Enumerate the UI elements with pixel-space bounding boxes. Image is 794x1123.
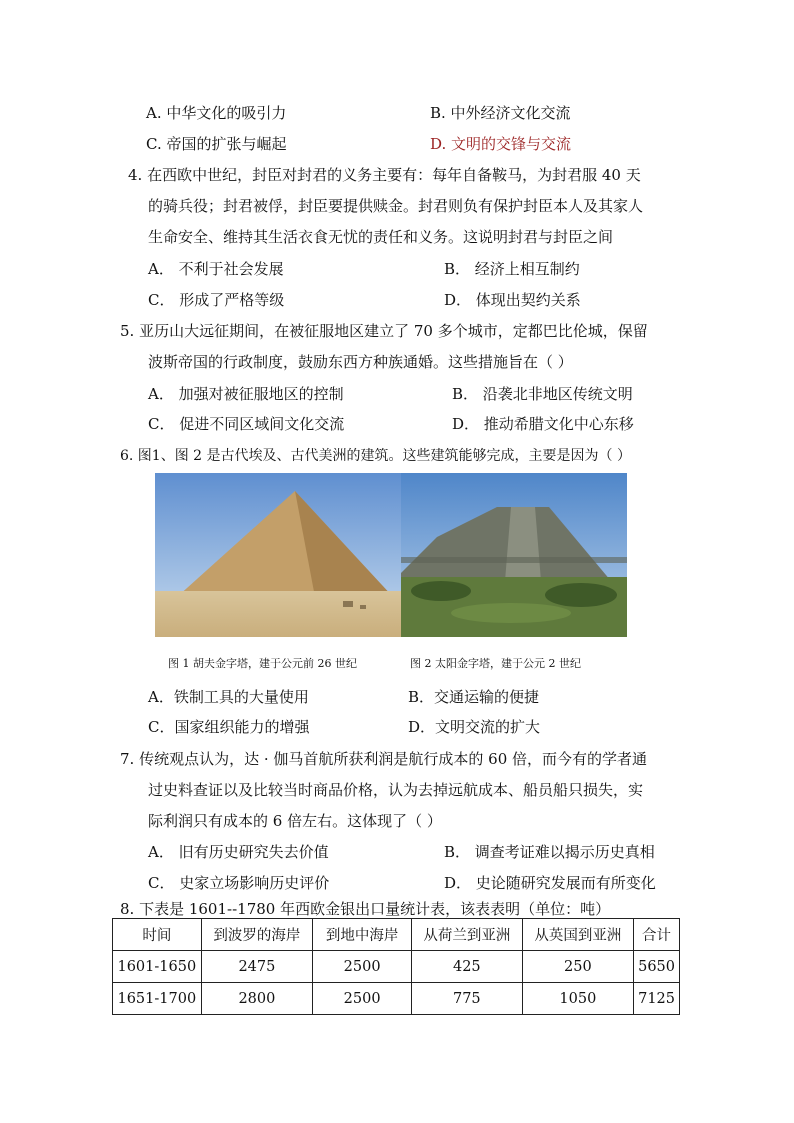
- q4-stem-line3: 生命安全、维持其生活衣食无忧的责任和义务。这说明封君与封臣之间: [148, 228, 614, 246]
- table-cell: 2800: [201, 983, 312, 1015]
- table-cell: 775: [412, 983, 523, 1015]
- figure-2-sun-pyramid-photo: [401, 473, 627, 637]
- q4-option-c: C． 形成了严格等级: [148, 291, 285, 309]
- table-cell: 250: [522, 951, 634, 983]
- table-cell: 425: [412, 951, 523, 983]
- q7-option-a: A． 旧有历史研究失去价值: [148, 843, 329, 861]
- table-cell: 7125: [634, 983, 680, 1015]
- table-header-cell: 合计: [634, 919, 680, 951]
- q7-option-c: C． 史家立场影响历史评价: [148, 874, 330, 892]
- q5-option-a: A． 加强对被征服地区的控制: [148, 385, 344, 403]
- figure-1-khufu-pyramid-photo: [155, 473, 401, 637]
- q6-stem-line1: 6. 图1、图 2 是古代埃及、古代美洲的建筑。这些建筑能够完成，主要是因为（ ）: [120, 448, 631, 464]
- q8-stem-line1: 8. 下表是 1601--1780 年西欧金银出口量统计表，该表表明（单位：吨）: [120, 900, 611, 918]
- q3-option-d: D. 文明的交锋与交流: [430, 135, 572, 153]
- table-row: [113, 983, 680, 1015]
- q7-option-b: B． 调查考证难以揭示历史真相: [444, 843, 655, 861]
- table-header-cell: 到波罗的海岸: [201, 919, 312, 951]
- q6-option-d: D．文明交流的扩大: [408, 718, 541, 736]
- table-header-row: [113, 919, 680, 951]
- q4-option-d: D． 体现出契约关系: [444, 291, 581, 309]
- silver-export-table: [112, 918, 680, 1015]
- q5-stem-line1: 5. 亚历山大远征期间，在被征服地区建立了 70 多个城市，定都巴比伦城，保留: [120, 322, 648, 340]
- q3-option-c: C. 帝国的扩张与崛起: [146, 135, 287, 153]
- q7-stem-line1: 7. 传统观点认为，达 · 伽马首航所获利润是航行成本的 60 倍，而今有的学者通: [120, 750, 648, 768]
- q4-stem-line2: 的骑兵役；封君被俘，封臣要提供赎金。封君则负有保护封臣本人及其家人: [148, 197, 644, 215]
- table-cell: 2500: [313, 983, 412, 1015]
- table-cell: 1050: [522, 983, 634, 1015]
- q5-stem-line2: 波斯帝国的行政制度，鼓励东西方种族通婚。这些措施旨在（ ）: [148, 353, 573, 371]
- q5-option-b: B． 沿袭北非地区传统文明: [452, 385, 633, 403]
- q6-option-c: C．国家组织能力的增强: [148, 718, 310, 736]
- q7-option-d: D． 史论随研究发展而有所变化: [444, 874, 656, 892]
- q4-stem-line1: 4. 在西欧中世纪，封臣对封君的义务主要有：每年自备鞍马，为封君服 40 天: [128, 166, 641, 184]
- q6-option-a: A．铁制工具的大量使用: [148, 688, 309, 706]
- table-header-cell: 从荷兰到亚洲: [412, 919, 523, 951]
- q6-option-b: B．交通运输的便捷: [408, 688, 540, 706]
- figure-1-caption: 图 1 胡夫金字塔，建于公元前 26 世纪: [168, 657, 357, 670]
- q5-option-d: D． 推动希腊文化中心东移: [452, 415, 634, 433]
- q4-option-b: B． 经济上相互制约: [444, 260, 580, 278]
- q5-option-c: C． 促进不同区域间文化交流: [148, 415, 345, 433]
- table-row: [113, 951, 680, 983]
- table-cell: 5650: [634, 951, 680, 983]
- q7-stem-line3: 际利润只有成本的 6 倍左右。这体现了（ ）: [148, 812, 442, 830]
- figure-2-caption: 图 2 太阳金字塔，建于公元 2 世纪: [410, 657, 581, 670]
- q4-option-a: A． 不利于社会发展: [148, 260, 284, 278]
- q3-option-a: A. 中华文化的吸引力: [146, 104, 287, 122]
- table-header-cell: 到地中海岸: [313, 919, 412, 951]
- q3-option-b: B. 中外经济文化交流: [430, 104, 571, 122]
- table-header-cell: 从英国到亚洲: [522, 919, 634, 951]
- q7-stem-line2: 过史料查证以及比较当时商品价格，认为去掉远航成本、船员船只损失，实: [148, 781, 644, 799]
- table-cell: 1601-1650: [113, 951, 202, 983]
- table-cell: 1651-1700: [113, 983, 202, 1015]
- table-cell: 2500: [313, 951, 412, 983]
- table-cell: 2475: [201, 951, 312, 983]
- table-header-cell: 时间: [113, 919, 202, 951]
